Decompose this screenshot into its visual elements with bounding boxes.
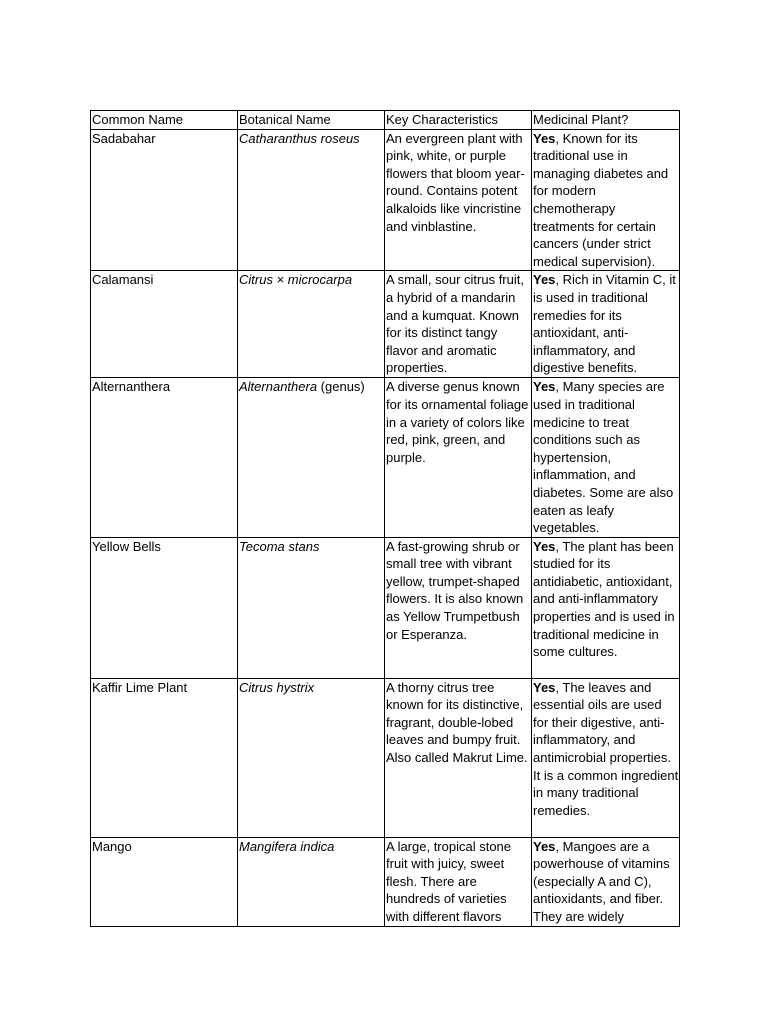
medicinal-yes: Yes xyxy=(533,130,556,146)
botanical-name: Citrus × microcarpa xyxy=(239,272,353,288)
characteristics-cell: A large, tropical stone fruit with juicy, sweet flesh. There are hundreds of varieties with different flavors xyxy=(385,837,532,926)
common-name-cell: Sadabahar xyxy=(91,129,238,271)
common-name-cell: Alternanthera xyxy=(91,378,238,537)
characteristics-cell: An evergreen plant with pink, white, or purple flowers that bloom year-round. Contains potent alkaloids like vincristine and vinblastine. xyxy=(385,129,532,271)
table-row xyxy=(91,837,680,926)
header-botanical-name: Botanical Name xyxy=(238,111,385,130)
botanical-name: Tecoma stans xyxy=(239,538,320,554)
medicinal-cell xyxy=(532,837,680,926)
characteristics-cell: A small, sour citrus fruit, a hybrid of a mandarin and a kumquat. Known for its distinct tangy flavor and aromatic properties. xyxy=(385,271,532,378)
table-row xyxy=(91,271,680,378)
medicinal-yes: Yes xyxy=(533,679,556,695)
medicinal-cell xyxy=(532,378,680,537)
medicinal-text: , The plant has been studied for its antidiabetic, antioxidant, and anti-inflammatory properties and is used in traditional medicine in some cultures. xyxy=(533,538,675,660)
common-name-cell: Kaffir Lime Plant xyxy=(91,678,238,837)
botanical-name: Alternanthera xyxy=(239,379,318,395)
botanical-name-cell xyxy=(238,537,385,678)
header-medicinal-plant: Medicinal Plant? xyxy=(532,111,680,130)
botanical-name: Mangifera indica xyxy=(239,838,335,854)
common-name-cell: Yellow Bells xyxy=(91,537,238,678)
botanical-name-cell xyxy=(238,129,385,271)
medicinal-cell xyxy=(532,678,680,837)
medicinal-cell xyxy=(532,537,680,678)
medicinal-text: , Many species are used in traditional medicine to treat conditions such as hypertension, inflammation, and diabetes. Some are also eaten as leafy vegetables. xyxy=(533,379,674,536)
table-row xyxy=(91,378,680,537)
medicinal-yes: Yes xyxy=(533,379,556,395)
table-row xyxy=(91,129,680,271)
medicinal-cell xyxy=(532,271,680,378)
characteristics-cell: A fast-growing shrub or small tree with vibrant yellow, trumpet-shaped flowers. It is also known as Yellow Trumpetbush or Esperanza. xyxy=(385,537,532,678)
medicinal-text: , Mangoes are a powerhouse of vitamins (especially A and C), antioxidants, and fiber. They are widely xyxy=(533,838,670,925)
header-common-name: Common Name xyxy=(91,111,238,130)
botanical-name: Citrus hystrix xyxy=(239,679,315,695)
table-row xyxy=(91,537,680,678)
medicinal-yes: Yes xyxy=(533,272,556,288)
medicinal-yes: Yes xyxy=(533,538,556,554)
characteristics-cell: A diverse genus known for its ornamental foliage in a variety of colors like red, pink, green, and purple. xyxy=(385,378,532,537)
common-name-cell: Calamansi xyxy=(91,271,238,378)
botanical-name-cell xyxy=(238,837,385,926)
botanical-name-cell xyxy=(238,378,385,537)
common-name-cell: Mango xyxy=(91,837,238,926)
header-key-characteristics: Key Characteristics xyxy=(385,111,532,130)
botanical-suffix: (genus) xyxy=(317,379,365,395)
medicinal-text: , Rich in Vitamin C, it is used in traditional remedies for its antioxidant, anti-inflammatory, and digestive benefits. xyxy=(533,272,676,376)
medicinal-text: , The leaves and essential oils are used for their digestive, anti-inflammatory, and antimicrobial properties. It is a common ingredient in many traditional remedies. xyxy=(533,679,679,818)
medicinal-text: , Known for its traditional use in managing diabetes and for modern chemotherapy treatments for certain cancers (under strict medical supervision). xyxy=(533,130,669,269)
botanical-name: Catharanthus roseus xyxy=(239,130,360,146)
botanical-name-cell xyxy=(238,271,385,378)
botanical-name-cell xyxy=(238,678,385,837)
characteristics-cell: A thorny citrus tree known for its distinctive, fragrant, double-lobed leaves and bumpy fruit. Also called Makrut Lime. xyxy=(385,678,532,837)
medicinal-yes: Yes xyxy=(533,838,556,854)
medicinal-cell xyxy=(532,129,680,271)
table-header-row xyxy=(91,111,680,130)
table-row xyxy=(91,678,680,837)
plants-table xyxy=(90,110,680,927)
